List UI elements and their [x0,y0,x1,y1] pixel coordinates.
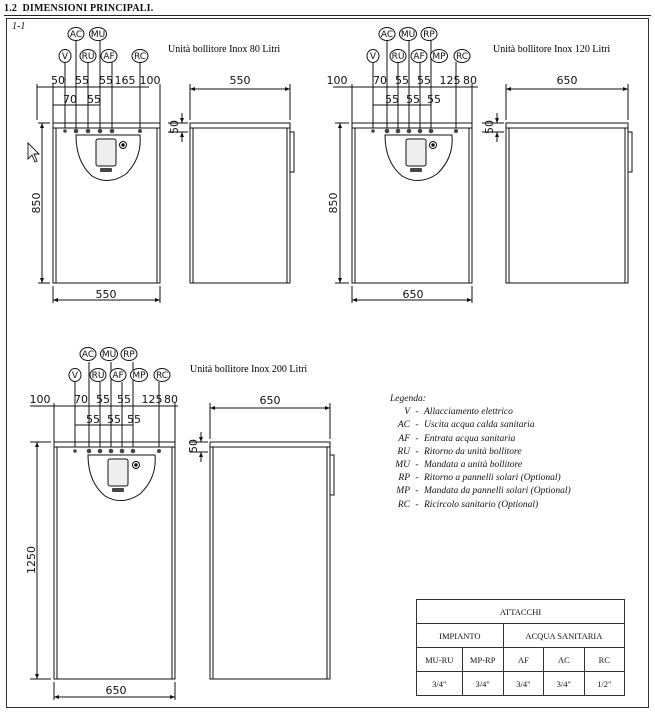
table-header-cell: RC [584,648,624,672]
label-v: V [369,52,377,62]
label-mp: MP [432,52,446,62]
dim-text: 1250 [25,546,38,574]
dim-text: 55 [99,74,113,87]
table-group-impianto: IMPIANTO [417,624,504,648]
dim-text: 650 [259,394,281,407]
label-af: AF [413,52,425,62]
dim-text: 55 [406,93,420,106]
dim-text: 550 [229,74,251,87]
inox200-front-view [30,362,178,700]
connections-table [416,599,625,696]
inox120-side-view [482,84,632,283]
caption-inox120: Unità bollitore Inox 120 Litri [493,44,611,55]
dim-text: 100 [29,393,51,406]
dim-text: 70 [63,93,77,106]
dim-text: 50 [168,120,181,134]
dim-text: 550 [95,288,117,301]
table-value-cell: 1/2" [584,672,624,696]
dim-text: 165 [114,74,136,87]
dim-text: 650 [105,684,127,697]
dim-text: 55 [107,413,121,426]
label-mp: MP [132,371,146,381]
label-v: V [71,371,79,381]
dim-text: 100 [139,74,161,87]
legend-item: RU - Ritorno da unità bollitore [397,446,522,457]
label-rp: RP [423,30,435,40]
table-value-cell: 3/4" [462,672,503,696]
dim-text: 50 [187,439,200,453]
dim-text: 50 [51,74,65,87]
dim-text: 55 [417,74,431,87]
dim-text: 650 [556,74,578,87]
legend-item: AF - Entrata acqua sanitaria [398,433,516,444]
dim-text: 650 [402,288,424,301]
dim-text: 55 [96,393,110,406]
label-rp: RP [123,350,135,360]
dim-text: 55 [127,413,141,426]
dim-text: 55 [427,93,441,106]
caption-inox80: Unità bollitore Inox 80 Litri [168,44,281,55]
section-heading: 1.2 DIMENSIONI PRINCIPALI. [4,3,154,14]
legend-title: Legenda: [390,394,426,404]
dim-text: 80 [164,393,178,406]
dim-text: 70 [373,74,387,87]
dim-text: 55 [117,393,131,406]
table-header-cell: MU-RU [417,648,463,672]
inox80-side-view [168,84,294,283]
dim-text: 125 [439,74,461,87]
label-mu: MU [101,350,117,360]
dim-text: 80 [463,74,477,87]
table-header-cell: MP-RP [462,648,503,672]
label-ru: RU [81,52,95,62]
table-title: ATTACCHI [417,600,625,624]
mouse-cursor-icon [28,143,39,162]
label-rc: RC [155,371,169,381]
table-value-cell: 3/4" [503,672,543,696]
label-ac: AC [81,350,95,360]
caption-inox200: Unità bollitore Inox 200 Litri [190,364,308,375]
label-af: AF [112,371,124,381]
label-ru: RU [391,52,405,62]
label-ru: RU [91,371,105,381]
legend-item: V - Allacciamento elettrico [404,407,513,418]
dim-text: 55 [87,93,101,106]
legend-item: AC - Uscita acqua calda sanitaria [397,420,535,431]
label-ac: AC [380,30,394,40]
label-rc: RC [455,52,469,62]
dim-text: 50 [483,120,496,134]
legend-item: RC - Ricircolo sanitario (Optional) [397,499,539,510]
table-value-cell: 3/4" [417,672,463,696]
label-af: AF [103,52,115,62]
inox200-side-view [190,403,334,679]
dim-text: 100 [326,74,348,87]
label-mu: MU [400,30,416,40]
dim-text: 850 [327,192,340,214]
dim-text: 55 [75,74,89,87]
dim-text: 850 [30,192,43,214]
legend [390,393,571,512]
figure-id: 1-1 [12,21,26,32]
label-rc: RC [133,52,147,62]
table-group-acqua: ACQUA SANITARIA [503,624,624,648]
table-header-cell: AF [503,648,543,672]
dim-text: 70 [74,393,88,406]
dim-text: 55 [86,413,100,426]
table-header-cell: AC [544,648,584,672]
legend-item: MU - Mandata a unità bollitore [395,460,523,471]
label-mu: MU [90,30,106,40]
table-value-cell: 3/4" [544,672,584,696]
dim-text: 125 [141,393,163,406]
label-v: V [61,52,69,62]
dim-text: 55 [395,74,409,87]
legend-item: RP - Ritorno a pannelli solari (Optional) [398,473,561,484]
dim-text: 55 [385,93,399,106]
label-ac: AC [69,30,83,40]
legend-item: MP - Mandata da pannelli solari (Optional) [396,486,571,497]
